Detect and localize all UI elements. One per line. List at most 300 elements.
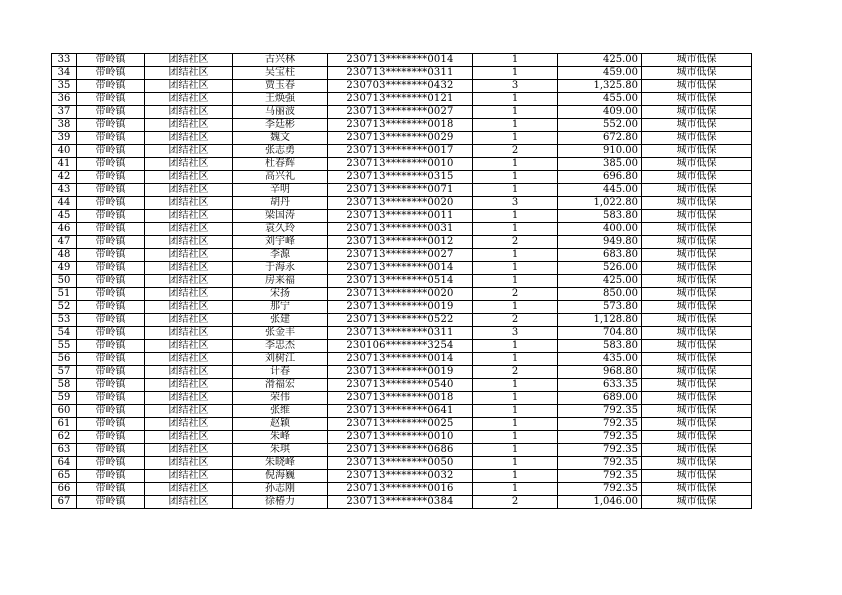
community-cell: 团结社区 bbox=[145, 301, 233, 314]
assistance-type-cell: 城市低保 bbox=[642, 249, 752, 262]
name-cell: 李源 bbox=[233, 249, 328, 262]
household-count-cell: 1 bbox=[473, 210, 558, 223]
household-count-cell: 1 bbox=[473, 119, 558, 132]
table-row bbox=[52, 418, 752, 431]
id-number-cell: 230713********0014 bbox=[328, 54, 473, 67]
community-cell: 团结社区 bbox=[145, 132, 233, 145]
community-cell: 团结社区 bbox=[145, 483, 233, 496]
assistance-type-cell: 城市低保 bbox=[642, 106, 752, 119]
assistance-type-cell: 城市低保 bbox=[642, 236, 752, 249]
table-row bbox=[52, 106, 752, 119]
row-number-cell: 37 bbox=[52, 106, 77, 119]
row-number-cell: 67 bbox=[52, 496, 77, 509]
table-row bbox=[52, 314, 752, 327]
household-count-cell: 1 bbox=[473, 301, 558, 314]
table-row bbox=[52, 353, 752, 366]
amount-cell: 583.80 bbox=[558, 210, 642, 223]
amount-cell: 792.35 bbox=[558, 405, 642, 418]
community-cell: 团结社区 bbox=[145, 197, 233, 210]
name-cell: 魏文 bbox=[233, 132, 328, 145]
name-cell: 吴宝柱 bbox=[233, 67, 328, 80]
household-count-cell: 2 bbox=[473, 366, 558, 379]
community-cell: 团结社区 bbox=[145, 93, 233, 106]
name-cell: 朱峰 bbox=[233, 431, 328, 444]
row-number-cell: 42 bbox=[52, 171, 77, 184]
row-number-cell: 57 bbox=[52, 366, 77, 379]
household-count-cell: 1 bbox=[473, 262, 558, 275]
table-body bbox=[52, 54, 752, 509]
assistance-type-cell: 城市低保 bbox=[642, 119, 752, 132]
household-count-cell: 1 bbox=[473, 106, 558, 119]
id-number-cell: 230713********0020 bbox=[328, 288, 473, 301]
name-cell: 李忠杰 bbox=[233, 340, 328, 353]
community-cell: 团结社区 bbox=[145, 145, 233, 158]
table-row bbox=[52, 340, 752, 353]
assistance-type-cell: 城市低保 bbox=[642, 93, 752, 106]
amount-cell: 792.35 bbox=[558, 457, 642, 470]
id-number-cell: 230713********0641 bbox=[328, 405, 473, 418]
id-number-cell: 230713********0014 bbox=[328, 262, 473, 275]
community-cell: 团结社区 bbox=[145, 288, 233, 301]
row-number-cell: 58 bbox=[52, 379, 77, 392]
id-number-cell: 230713********0311 bbox=[328, 67, 473, 80]
name-cell: 贾玉春 bbox=[233, 80, 328, 93]
id-number-cell: 230713********0071 bbox=[328, 184, 473, 197]
assistance-type-cell: 城市低保 bbox=[642, 470, 752, 483]
id-number-cell: 230713********0011 bbox=[328, 210, 473, 223]
table-row bbox=[52, 496, 752, 509]
community-cell: 团结社区 bbox=[145, 366, 233, 379]
id-number-cell: 230713********0014 bbox=[328, 353, 473, 366]
town-cell: 带岭镇 bbox=[77, 470, 145, 483]
household-count-cell: 3 bbox=[473, 80, 558, 93]
id-number-cell: 230713********0050 bbox=[328, 457, 473, 470]
name-cell: 那宁 bbox=[233, 301, 328, 314]
row-number-cell: 47 bbox=[52, 236, 77, 249]
household-count-cell: 1 bbox=[473, 93, 558, 106]
row-number-cell: 44 bbox=[52, 197, 77, 210]
amount-cell: 1,128.80 bbox=[558, 314, 642, 327]
name-cell: 滑福宏 bbox=[233, 379, 328, 392]
town-cell: 带岭镇 bbox=[77, 93, 145, 106]
amount-cell: 1,325.80 bbox=[558, 80, 642, 93]
household-count-cell: 1 bbox=[473, 457, 558, 470]
table-row bbox=[52, 197, 752, 210]
amount-cell: 968.80 bbox=[558, 366, 642, 379]
name-cell: 朱琪 bbox=[233, 444, 328, 457]
community-cell: 团结社区 bbox=[145, 54, 233, 67]
name-cell: 王焕强 bbox=[233, 93, 328, 106]
community-cell: 团结社区 bbox=[145, 379, 233, 392]
community-cell: 团结社区 bbox=[145, 249, 233, 262]
row-number-cell: 33 bbox=[52, 54, 77, 67]
assistance-type-cell: 城市低保 bbox=[642, 392, 752, 405]
row-number-cell: 43 bbox=[52, 184, 77, 197]
table-row bbox=[52, 236, 752, 249]
community-cell: 团结社区 bbox=[145, 496, 233, 509]
name-cell: 袁久玲 bbox=[233, 223, 328, 236]
household-count-cell: 1 bbox=[473, 470, 558, 483]
row-number-cell: 39 bbox=[52, 132, 77, 145]
name-cell: 孙志刚 bbox=[233, 483, 328, 496]
row-number-cell: 45 bbox=[52, 210, 77, 223]
table-row bbox=[52, 210, 752, 223]
household-count-cell: 1 bbox=[473, 392, 558, 405]
household-count-cell: 1 bbox=[473, 483, 558, 496]
town-cell: 带岭镇 bbox=[77, 496, 145, 509]
town-cell: 带岭镇 bbox=[77, 392, 145, 405]
assistance-type-cell: 城市低保 bbox=[642, 288, 752, 301]
id-number-cell: 230713********0522 bbox=[328, 314, 473, 327]
row-number-cell: 52 bbox=[52, 301, 77, 314]
assistance-type-cell: 城市低保 bbox=[642, 340, 752, 353]
row-number-cell: 35 bbox=[52, 80, 77, 93]
town-cell: 带岭镇 bbox=[77, 327, 145, 340]
id-number-cell: 230713********0315 bbox=[328, 171, 473, 184]
household-count-cell: 1 bbox=[473, 431, 558, 444]
name-cell: 刘树江 bbox=[233, 353, 328, 366]
household-count-cell: 1 bbox=[473, 353, 558, 366]
table-row bbox=[52, 327, 752, 340]
town-cell: 带岭镇 bbox=[77, 223, 145, 236]
row-number-cell: 54 bbox=[52, 327, 77, 340]
name-cell: 倪海巍 bbox=[233, 470, 328, 483]
table-row bbox=[52, 67, 752, 80]
amount-cell: 385.00 bbox=[558, 158, 642, 171]
town-cell: 带岭镇 bbox=[77, 457, 145, 470]
row-number-cell: 65 bbox=[52, 470, 77, 483]
town-cell: 带岭镇 bbox=[77, 275, 145, 288]
town-cell: 带岭镇 bbox=[77, 158, 145, 171]
table-row bbox=[52, 249, 752, 262]
household-count-cell: 1 bbox=[473, 184, 558, 197]
id-number-cell: 230713********0384 bbox=[328, 496, 473, 509]
table-row bbox=[52, 93, 752, 106]
name-cell: 张志勇 bbox=[233, 145, 328, 158]
name-cell: 高兴礼 bbox=[233, 171, 328, 184]
row-number-cell: 64 bbox=[52, 457, 77, 470]
household-count-cell: 1 bbox=[473, 340, 558, 353]
household-count-cell: 1 bbox=[473, 54, 558, 67]
assistance-type-cell: 城市低保 bbox=[642, 327, 752, 340]
assistance-type-cell: 城市低保 bbox=[642, 314, 752, 327]
id-number-cell: 230713********0686 bbox=[328, 444, 473, 457]
assistance-type-cell: 城市低保 bbox=[642, 457, 752, 470]
name-cell: 张建 bbox=[233, 314, 328, 327]
table-row bbox=[52, 470, 752, 483]
name-cell: 李廷彬 bbox=[233, 119, 328, 132]
household-count-cell: 1 bbox=[473, 249, 558, 262]
household-count-cell: 1 bbox=[473, 171, 558, 184]
amount-cell: 526.00 bbox=[558, 262, 642, 275]
amount-cell: 792.35 bbox=[558, 470, 642, 483]
name-cell: 张金丰 bbox=[233, 327, 328, 340]
row-number-cell: 55 bbox=[52, 340, 77, 353]
community-cell: 团结社区 bbox=[145, 106, 233, 119]
relief-recipient-table bbox=[51, 53, 752, 509]
row-number-cell: 40 bbox=[52, 145, 77, 158]
town-cell: 带岭镇 bbox=[77, 145, 145, 158]
row-number-cell: 59 bbox=[52, 392, 77, 405]
row-number-cell: 53 bbox=[52, 314, 77, 327]
row-number-cell: 38 bbox=[52, 119, 77, 132]
town-cell: 带岭镇 bbox=[77, 119, 145, 132]
id-number-cell: 230713********0311 bbox=[328, 327, 473, 340]
community-cell: 团结社区 bbox=[145, 470, 233, 483]
amount-cell: 633.35 bbox=[558, 379, 642, 392]
town-cell: 带岭镇 bbox=[77, 418, 145, 431]
assistance-type-cell: 城市低保 bbox=[642, 353, 752, 366]
assistance-type-cell: 城市低保 bbox=[642, 431, 752, 444]
town-cell: 带岭镇 bbox=[77, 301, 145, 314]
assistance-type-cell: 城市低保 bbox=[642, 158, 752, 171]
name-cell: 计春 bbox=[233, 366, 328, 379]
amount-cell: 1,046.00 bbox=[558, 496, 642, 509]
id-number-cell: 230703********0432 bbox=[328, 80, 473, 93]
table-row bbox=[52, 223, 752, 236]
amount-cell: 792.35 bbox=[558, 444, 642, 457]
name-cell: 朱晓峰 bbox=[233, 457, 328, 470]
amount-cell: 455.00 bbox=[558, 93, 642, 106]
town-cell: 带岭镇 bbox=[77, 314, 145, 327]
amount-cell: 409.00 bbox=[558, 106, 642, 119]
community-cell: 团结社区 bbox=[145, 210, 233, 223]
amount-cell: 583.80 bbox=[558, 340, 642, 353]
household-count-cell: 1 bbox=[473, 379, 558, 392]
table-row bbox=[52, 158, 752, 171]
name-cell: 梁国涛 bbox=[233, 210, 328, 223]
id-number-cell: 230713********0020 bbox=[328, 197, 473, 210]
name-cell: 刘宇峰 bbox=[233, 236, 328, 249]
amount-cell: 400.00 bbox=[558, 223, 642, 236]
name-cell: 房来福 bbox=[233, 275, 328, 288]
household-count-cell: 2 bbox=[473, 145, 558, 158]
assistance-type-cell: 城市低保 bbox=[642, 197, 752, 210]
amount-cell: 850.00 bbox=[558, 288, 642, 301]
town-cell: 带岭镇 bbox=[77, 236, 145, 249]
id-number-cell: 230713********0540 bbox=[328, 379, 473, 392]
amount-cell: 910.00 bbox=[558, 145, 642, 158]
town-cell: 带岭镇 bbox=[77, 262, 145, 275]
id-number-cell: 230713********0121 bbox=[328, 93, 473, 106]
table-row bbox=[52, 366, 752, 379]
community-cell: 团结社区 bbox=[145, 275, 233, 288]
table-row bbox=[52, 184, 752, 197]
household-count-cell: 1 bbox=[473, 67, 558, 80]
assistance-type-cell: 城市低保 bbox=[642, 444, 752, 457]
name-cell: 宋扬 bbox=[233, 288, 328, 301]
town-cell: 带岭镇 bbox=[77, 483, 145, 496]
row-number-cell: 48 bbox=[52, 249, 77, 262]
amount-cell: 792.35 bbox=[558, 418, 642, 431]
community-cell: 团结社区 bbox=[145, 353, 233, 366]
name-cell: 赵颖 bbox=[233, 418, 328, 431]
community-cell: 团结社区 bbox=[145, 223, 233, 236]
amount-cell: 792.35 bbox=[558, 431, 642, 444]
row-number-cell: 51 bbox=[52, 288, 77, 301]
community-cell: 团结社区 bbox=[145, 431, 233, 444]
household-count-cell: 2 bbox=[473, 236, 558, 249]
amount-cell: 573.80 bbox=[558, 301, 642, 314]
name-cell: 辛明 bbox=[233, 184, 328, 197]
id-number-cell: 230106********3254 bbox=[328, 340, 473, 353]
name-cell: 古兴林 bbox=[233, 54, 328, 67]
household-count-cell: 3 bbox=[473, 327, 558, 340]
row-number-cell: 61 bbox=[52, 418, 77, 431]
table-row bbox=[52, 444, 752, 457]
town-cell: 带岭镇 bbox=[77, 379, 145, 392]
id-number-cell: 230713********0019 bbox=[328, 301, 473, 314]
id-number-cell: 230713********0027 bbox=[328, 249, 473, 262]
community-cell: 团结社区 bbox=[145, 392, 233, 405]
town-cell: 带岭镇 bbox=[77, 353, 145, 366]
table-row bbox=[52, 431, 752, 444]
amount-cell: 949.80 bbox=[558, 236, 642, 249]
community-cell: 团结社区 bbox=[145, 67, 233, 80]
name-cell: 张维 bbox=[233, 405, 328, 418]
id-number-cell: 230713********0010 bbox=[328, 158, 473, 171]
community-cell: 团结社区 bbox=[145, 184, 233, 197]
town-cell: 带岭镇 bbox=[77, 106, 145, 119]
id-number-cell: 230713********0031 bbox=[328, 223, 473, 236]
community-cell: 团结社区 bbox=[145, 314, 233, 327]
name-cell: 胡丹 bbox=[233, 197, 328, 210]
row-number-cell: 56 bbox=[52, 353, 77, 366]
table-row bbox=[52, 54, 752, 67]
amount-cell: 689.00 bbox=[558, 392, 642, 405]
row-number-cell: 63 bbox=[52, 444, 77, 457]
id-number-cell: 230713********0018 bbox=[328, 392, 473, 405]
id-number-cell: 230713********0032 bbox=[328, 470, 473, 483]
table-row bbox=[52, 392, 752, 405]
table-row bbox=[52, 119, 752, 132]
assistance-type-cell: 城市低保 bbox=[642, 54, 752, 67]
amount-cell: 704.80 bbox=[558, 327, 642, 340]
assistance-type-cell: 城市低保 bbox=[642, 405, 752, 418]
assistance-type-cell: 城市低保 bbox=[642, 418, 752, 431]
assistance-type-cell: 城市低保 bbox=[642, 210, 752, 223]
amount-cell: 445.00 bbox=[558, 184, 642, 197]
name-cell: 杜春辉 bbox=[233, 158, 328, 171]
community-cell: 团结社区 bbox=[145, 119, 233, 132]
row-number-cell: 36 bbox=[52, 93, 77, 106]
name-cell: 荣伟 bbox=[233, 392, 328, 405]
amount-cell: 1,022.80 bbox=[558, 197, 642, 210]
assistance-type-cell: 城市低保 bbox=[642, 171, 752, 184]
town-cell: 带岭镇 bbox=[77, 405, 145, 418]
town-cell: 带岭镇 bbox=[77, 67, 145, 80]
household-count-cell: 1 bbox=[473, 275, 558, 288]
assistance-type-cell: 城市低保 bbox=[642, 262, 752, 275]
table-row bbox=[52, 275, 752, 288]
household-count-cell: 1 bbox=[473, 405, 558, 418]
row-number-cell: 60 bbox=[52, 405, 77, 418]
community-cell: 团结社区 bbox=[145, 262, 233, 275]
amount-cell: 696.80 bbox=[558, 171, 642, 184]
table-row bbox=[52, 457, 752, 470]
town-cell: 带岭镇 bbox=[77, 54, 145, 67]
amount-cell: 459.00 bbox=[558, 67, 642, 80]
id-number-cell: 230713********0029 bbox=[328, 132, 473, 145]
amount-cell: 425.00 bbox=[558, 54, 642, 67]
town-cell: 带岭镇 bbox=[77, 431, 145, 444]
community-cell: 团结社区 bbox=[145, 444, 233, 457]
table-row bbox=[52, 132, 752, 145]
id-number-cell: 230713********0012 bbox=[328, 236, 473, 249]
town-cell: 带岭镇 bbox=[77, 197, 145, 210]
row-number-cell: 34 bbox=[52, 67, 77, 80]
assistance-type-cell: 城市低保 bbox=[642, 67, 752, 80]
household-count-cell: 1 bbox=[473, 418, 558, 431]
id-number-cell: 230713********0019 bbox=[328, 366, 473, 379]
community-cell: 团结社区 bbox=[145, 405, 233, 418]
household-count-cell: 2 bbox=[473, 314, 558, 327]
assistance-type-cell: 城市低保 bbox=[642, 275, 752, 288]
amount-cell: 683.80 bbox=[558, 249, 642, 262]
household-count-cell: 1 bbox=[473, 158, 558, 171]
amount-cell: 792.35 bbox=[558, 483, 642, 496]
table-row bbox=[52, 171, 752, 184]
town-cell: 带岭镇 bbox=[77, 80, 145, 93]
community-cell: 团结社区 bbox=[145, 340, 233, 353]
town-cell: 带岭镇 bbox=[77, 184, 145, 197]
name-cell: 徐椿力 bbox=[233, 496, 328, 509]
community-cell: 团结社区 bbox=[145, 327, 233, 340]
amount-cell: 552.00 bbox=[558, 119, 642, 132]
table-row bbox=[52, 379, 752, 392]
table-row bbox=[52, 301, 752, 314]
amount-cell: 672.80 bbox=[558, 132, 642, 145]
household-count-cell: 1 bbox=[473, 444, 558, 457]
household-count-cell: 1 bbox=[473, 223, 558, 236]
row-number-cell: 62 bbox=[52, 431, 77, 444]
town-cell: 带岭镇 bbox=[77, 132, 145, 145]
assistance-type-cell: 城市低保 bbox=[642, 145, 752, 158]
community-cell: 团结社区 bbox=[145, 158, 233, 171]
row-number-cell: 66 bbox=[52, 483, 77, 496]
table-row bbox=[52, 262, 752, 275]
id-number-cell: 230713********0018 bbox=[328, 119, 473, 132]
community-cell: 团结社区 bbox=[145, 80, 233, 93]
assistance-type-cell: 城市低保 bbox=[642, 483, 752, 496]
table-row bbox=[52, 405, 752, 418]
row-number-cell: 46 bbox=[52, 223, 77, 236]
household-count-cell: 3 bbox=[473, 197, 558, 210]
community-cell: 团结社区 bbox=[145, 457, 233, 470]
id-number-cell: 230713********0010 bbox=[328, 431, 473, 444]
table-row bbox=[52, 145, 752, 158]
table-row bbox=[52, 483, 752, 496]
household-count-cell: 2 bbox=[473, 496, 558, 509]
id-number-cell: 230713********0017 bbox=[328, 145, 473, 158]
row-number-cell: 41 bbox=[52, 158, 77, 171]
town-cell: 带岭镇 bbox=[77, 288, 145, 301]
assistance-type-cell: 城市低保 bbox=[642, 184, 752, 197]
amount-cell: 425.00 bbox=[558, 275, 642, 288]
community-cell: 团结社区 bbox=[145, 236, 233, 249]
community-cell: 团结社区 bbox=[145, 418, 233, 431]
id-number-cell: 230713********0027 bbox=[328, 106, 473, 119]
name-cell: 于海永 bbox=[233, 262, 328, 275]
id-number-cell: 230713********0025 bbox=[328, 418, 473, 431]
assistance-type-cell: 城市低保 bbox=[642, 496, 752, 509]
row-number-cell: 49 bbox=[52, 262, 77, 275]
town-cell: 带岭镇 bbox=[77, 171, 145, 184]
table-row bbox=[52, 80, 752, 93]
id-number-cell: 230713********0016 bbox=[328, 483, 473, 496]
town-cell: 带岭镇 bbox=[77, 340, 145, 353]
assistance-type-cell: 城市低保 bbox=[642, 366, 752, 379]
